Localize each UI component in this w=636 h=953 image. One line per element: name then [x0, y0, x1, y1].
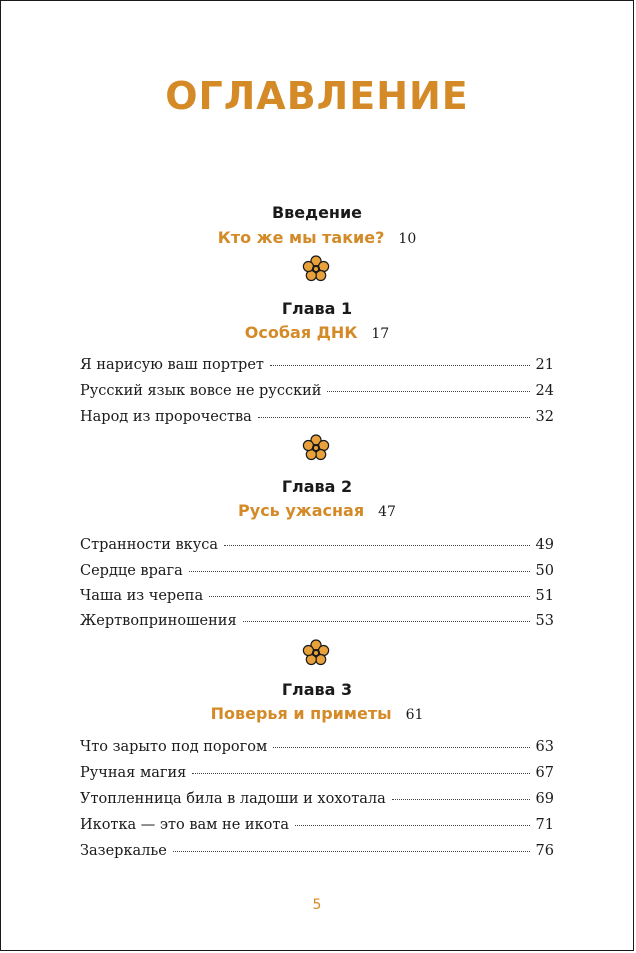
toc-item[interactable]: [80, 537, 554, 559]
dot-leader: [327, 391, 529, 392]
dot-leader: [392, 799, 530, 800]
toc-item[interactable]: [80, 739, 554, 761]
toc-item-label: Что зарыто под порогом: [80, 739, 268, 755]
intro-entry[interactable]: [1, 228, 633, 247]
toc-item-page: 49: [535, 537, 554, 553]
toc-item-page: 71: [535, 817, 554, 833]
toc-item[interactable]: [80, 357, 554, 379]
toc-item-label: Народ из пророчества: [80, 409, 252, 425]
chapter-1-name: Особая ДНК: [244, 323, 358, 342]
toc-item[interactable]: [80, 383, 554, 405]
toc-item-label: Икотка — это вам не икота: [80, 817, 290, 833]
chapter-2-entry[interactable]: [1, 501, 633, 520]
toc-item-page: 76: [535, 843, 554, 859]
chapter-3-heading: Глава 3: [281, 680, 353, 699]
chapter-2-name: Русь ужасная: [238, 501, 365, 520]
toc-item-page: 51: [535, 588, 554, 604]
toc-item[interactable]: [80, 409, 554, 431]
toc-item[interactable]: [80, 817, 554, 839]
page-number: 5: [312, 897, 322, 913]
page-title: ОГЛАВЛЕНИЕ: [165, 74, 469, 118]
dot-leader: [192, 773, 529, 774]
toc-item[interactable]: [80, 588, 554, 610]
chapter-1-page: 17: [371, 326, 390, 342]
toc-item-page: 63: [535, 739, 554, 755]
toc-item[interactable]: [80, 843, 554, 865]
dot-leader: [270, 365, 530, 366]
toc-item[interactable]: [80, 563, 554, 585]
chapter-3-name: Поверья и приметы: [210, 704, 392, 723]
toc-item-label: Русский язык вовсе не русский: [80, 383, 322, 399]
toc-item-label: Утопленница била в ладоши и хохотала: [80, 791, 386, 807]
intro-name: Кто же мы такие?: [217, 228, 385, 247]
toc-item-label: Сердце врага: [80, 563, 183, 579]
chapter-1-heading: Глава 1: [281, 299, 353, 318]
dot-leader: [243, 621, 530, 622]
toc-item-label: Чаша из черепа: [80, 588, 204, 604]
dot-leader: [173, 851, 530, 852]
chapter-3-page: 61: [405, 707, 424, 723]
intro-page: 10: [398, 231, 417, 247]
chapter-2-heading: Глава 2: [281, 477, 353, 496]
toc-item-label: Я нарисую ваш портрет: [80, 357, 264, 373]
toc-item-page: 50: [535, 563, 554, 579]
toc-item[interactable]: [80, 613, 554, 635]
toc-item[interactable]: [80, 765, 554, 787]
toc-item-page: 32: [535, 409, 554, 425]
toc-item-label: Странности вкуса: [80, 537, 219, 553]
intro-heading: Введение: [271, 203, 363, 222]
toc-item-page: 67: [535, 765, 554, 781]
toc-item-label: Жертвоприношения: [80, 613, 237, 629]
dot-leader: [209, 596, 529, 597]
chapter-1-entry[interactable]: [1, 323, 633, 342]
toc-item-label: Ручная магия: [80, 765, 187, 781]
dot-leader: [224, 545, 530, 546]
dot-leader: [189, 571, 530, 572]
flower-ornament-icon: [302, 434, 330, 462]
toc-item-page: 69: [535, 791, 554, 807]
toc-item-page: 24: [535, 383, 554, 399]
dot-leader: [258, 417, 530, 418]
dot-leader: [295, 825, 530, 826]
toc-item-label: Зазеркалье: [80, 843, 167, 859]
flower-ornament-icon: [302, 639, 330, 667]
chapter-3-entry[interactable]: [1, 704, 633, 723]
dot-leader: [273, 747, 529, 748]
toc-item[interactable]: [80, 791, 554, 813]
toc-item-page: 53: [535, 613, 554, 629]
flower-ornament-icon: [302, 255, 330, 283]
toc-item-page: 21: [535, 357, 554, 373]
chapter-2-page: 47: [378, 504, 396, 520]
